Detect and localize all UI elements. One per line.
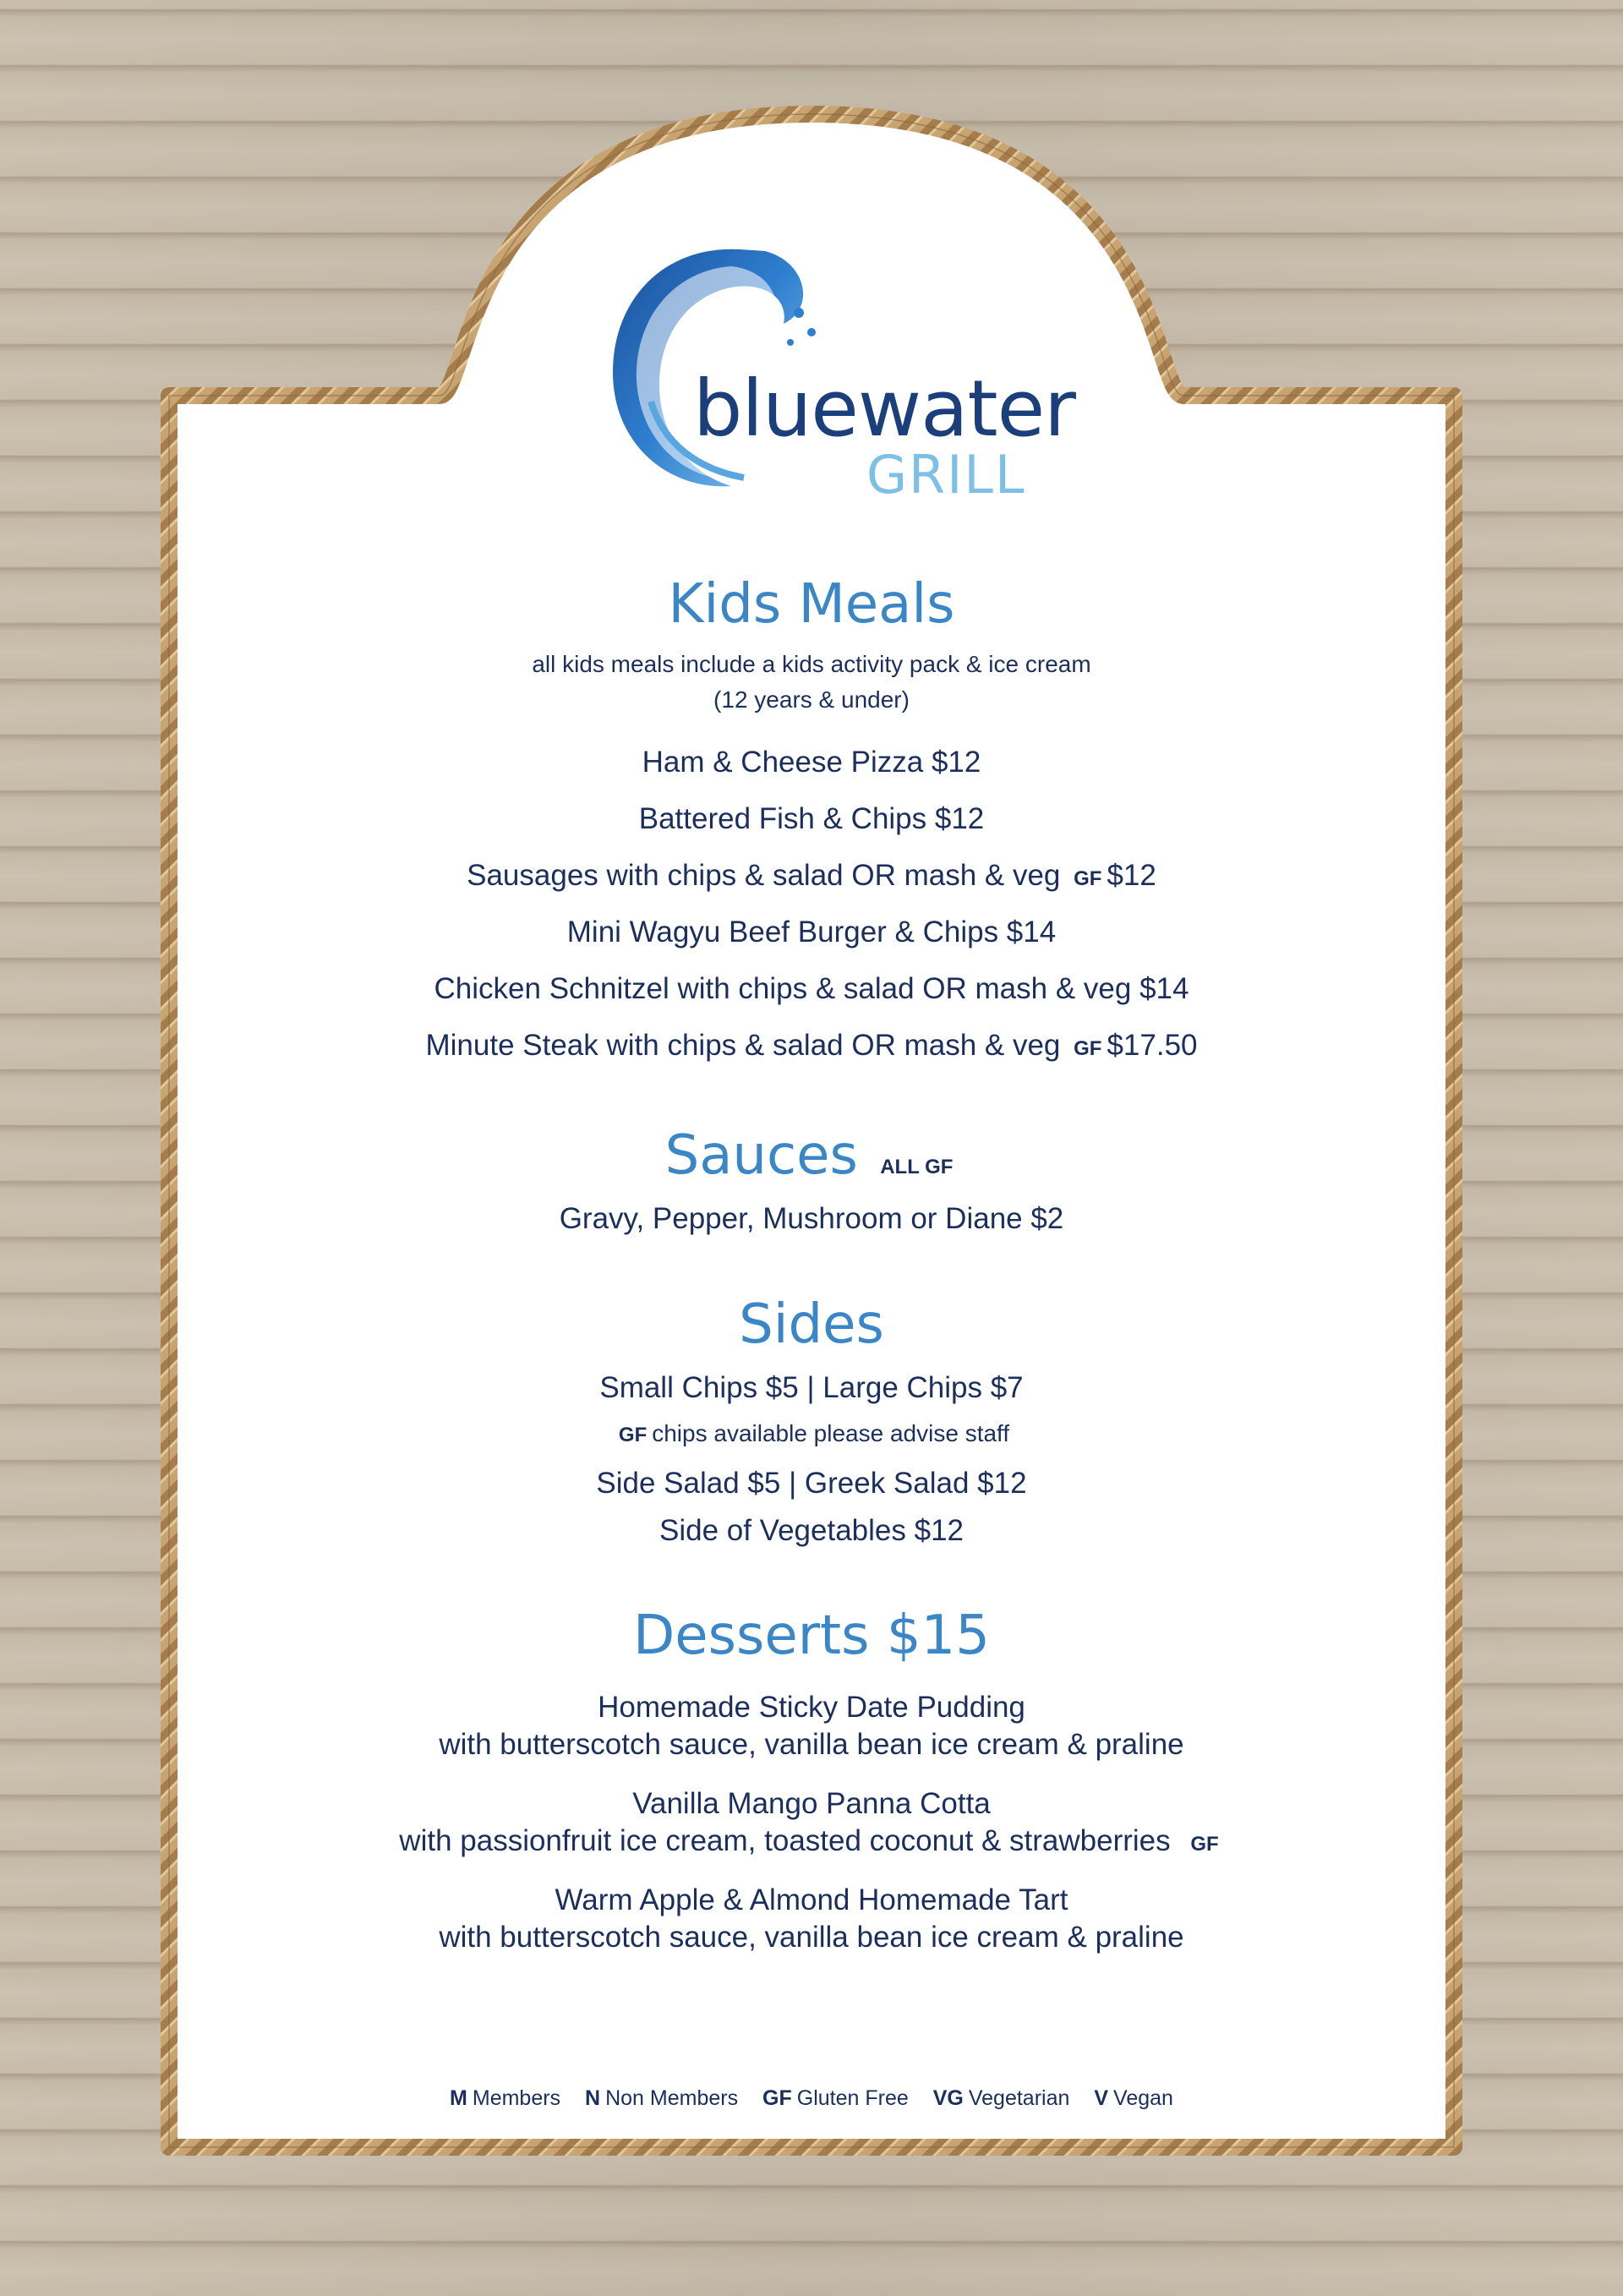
legend-key: N xyxy=(585,2086,601,2110)
legend-label: Gluten Free xyxy=(796,2086,909,2110)
kids-item-price: $17.50 xyxy=(1107,1029,1198,1062)
legend xyxy=(169,2086,1454,2111)
kids-item xyxy=(169,802,1454,836)
gf-tag: GF xyxy=(1074,1037,1102,1060)
brand-subname: GRILL xyxy=(866,444,1026,506)
sides-gf-note xyxy=(169,1420,1454,1447)
sides-gf-note-text: chips available please advise staff xyxy=(652,1420,1010,1446)
desserts-title: Desserts $15 xyxy=(633,1604,990,1667)
menu-content xyxy=(169,0,1454,2296)
sauces-title: Sauces xyxy=(664,1124,858,1187)
kids-item xyxy=(169,1029,1454,1063)
sides-line-1: Small Chips $5 | Large Chips $7 xyxy=(599,1371,1024,1404)
kids-item xyxy=(169,746,1454,779)
gf-tag: GF xyxy=(1074,867,1102,890)
sides-title: Sides xyxy=(739,1293,884,1356)
sides-line-2: Side Salad $5 | Greek Salad $12 xyxy=(596,1467,1027,1500)
sides-line-3: Side of Vegetables $12 xyxy=(658,1514,964,1547)
kids-item xyxy=(169,916,1454,949)
gf-tag: GF xyxy=(1190,1833,1219,1856)
kids-item-text: Sausages with chips & salad OR mash & veg xyxy=(467,859,1061,892)
kids-item-text: Mini Wagyu Beef Burger & Chips $14 xyxy=(566,916,1057,948)
kids-item xyxy=(169,859,1454,893)
sauces-line: Gravy, Pepper, Mushroom or Diane $2 xyxy=(559,1202,1064,1235)
kids-item-text: Battered Fish & Chips $12 xyxy=(638,802,985,835)
legend-key: VG xyxy=(932,2086,964,2110)
all-gf-tag: ALL GF xyxy=(880,1156,954,1178)
legend-key: M xyxy=(450,2086,467,2110)
kids-item xyxy=(169,972,1454,1006)
dessert-desc: with butterscotch sauce, vanilla bean ice cream & praline xyxy=(439,1921,1184,1954)
legend-key: GF xyxy=(762,2086,792,2110)
legend-label: Members xyxy=(472,2086,561,2110)
kids-item-text: Chicken Schnitzel with chips & salad OR mash & veg $14 xyxy=(434,972,1189,1005)
dessert-desc: with butterscotch sauce, vanilla bean ice cream & praline xyxy=(439,1728,1184,1761)
dessert-desc-row xyxy=(169,1824,1454,1858)
kids-note-1: all kids meals include a kids activity pack & ice cream xyxy=(532,651,1091,677)
kids-note-2: (12 years & under) xyxy=(713,686,910,713)
dessert-desc: with passionfruit ice cream, toasted coconut & strawberries xyxy=(399,1824,1171,1857)
legend-key: V xyxy=(1094,2086,1109,2110)
dessert-name: Warm Apple & Almond Homemade Tart xyxy=(555,1883,1068,1916)
legend-label: Vegetarian xyxy=(968,2086,1070,2110)
kids-item-text: Ham & Cheese Pizza $12 xyxy=(642,746,981,779)
brand-name: bluewater xyxy=(693,364,1075,454)
sauces-title-row xyxy=(169,1124,1454,1187)
kids-item-text: Minute Steak with chips & salad OR mash & veg xyxy=(425,1029,1061,1062)
legend-label: Non Members xyxy=(605,2086,739,2110)
legend-label: Vegan xyxy=(1113,2086,1173,2110)
kids-meals-title: Kids Meals xyxy=(668,573,955,636)
gf-tag: GF xyxy=(618,1424,648,1446)
dessert-name: Homemade Sticky Date Pudding xyxy=(598,1691,1025,1724)
dessert-name: Vanilla Mango Panna Cotta xyxy=(632,1787,991,1820)
kids-item-price: $12 xyxy=(1107,859,1156,892)
